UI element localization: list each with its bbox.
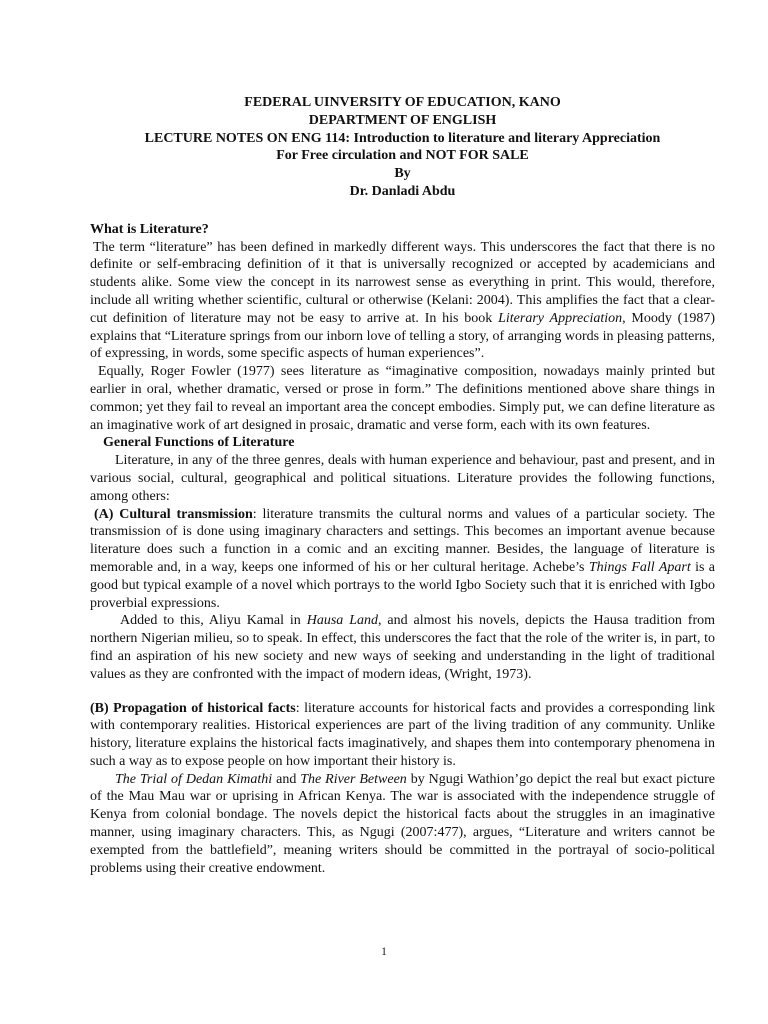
paragraph-historical-facts	[90, 700, 715, 771]
page-number: 1	[381, 944, 387, 958]
header-spacer	[90, 201, 715, 221]
paragraph-text: , Moody (1987) explains that “Literature springs from our inborn love of telling a story, of arranging words in pleasing patterns, of expressing, in words, some specific aspects of human experiences”.	[90, 310, 715, 362]
paragraph-functions-intro: Literature, in any of the three genres, deals with human experience and behaviour, past and present, and in various social, cultural, geographical and political situations. Literature provides the following functions, among others:	[90, 453, 715, 504]
header-course: LECTURE NOTES ON ENG 114: Introduction to literature and literary Appreciation	[144, 130, 661, 146]
item-label: (B) Propagation of historical facts	[90, 700, 296, 716]
paragraph-text: by Ngugi Wathion’go depict the real but exact picture of the Mau Mau war or uprising in African Kenya. The war is associated with the independence struggle of Kenya from colonial bondage. The novels depict the historical facts about the struggles in an imaginative manner, using imaginary characters. This, as Ngugi (2007:477), argues, “Literature and writers cannot be exempted from the battlefield”, meaning writers should be committed in the portrayal of socio-political problems using their creative endowment.	[90, 771, 716, 876]
header-author: Dr. Danladi Abdu	[349, 183, 456, 199]
paragraph-cultural-transmission	[90, 506, 715, 613]
heading-general-functions: General Functions of Literature	[103, 435, 295, 451]
header-circulation: For Free circulation and NOT FOR SALE	[276, 148, 529, 164]
paragraph-text: Added to this, Aliyu Kamal in	[120, 613, 307, 629]
book-title: Things Fall Apart	[588, 559, 691, 575]
header-university: FEDERAL UINVERSITY OF EDUCATION, KANO	[244, 95, 561, 110]
paragraph-definition	[90, 239, 715, 364]
paragraph-aliyu-kamal	[90, 612, 715, 683]
paragraph-fowler: Equally, Roger Fowler (1977) sees literature as “imaginative composition, nowadays mainly printed but earlier in oral, whether dramatic, versed or prose in form.” The definitions mentioned above share things in common; yet they fail to reveal an important area the concept embodies. Simply put, we can define literature as an imaginative work of art designed in prosaic, dramatic and verse form, each with its own features.	[90, 364, 715, 433]
paragraph-text: : literature transmits the cultural norms and values of a particular society. The transmission of is done using imaginary characters and settings. This becomes an important avenue because literature does such a function in a comic and an exciting manner. Besides, the language of literature is memorable and, in a way, keeps one informed of his or her cultural heritage. Achebe’s	[90, 506, 715, 575]
paragraph-text: is a good but typical example of a novel which portrays to the world Igbo Society such that it is enriched with Igbo proverbial expressions.	[90, 559, 716, 611]
heading-what-is-literature: What is Literature?	[90, 221, 209, 237]
header-department: DEPARTMENT OF ENGLISH	[308, 112, 497, 128]
item-label: (A) Cultural transmission	[94, 506, 253, 522]
book-title: The Trial of Dedan Kimathi	[115, 771, 273, 787]
paragraph-text: The term “literature” has been defined in markedly different ways. This underscores the fact that there is no definite or self-embracing definition of it that is universally recognized or accepted by academicians and students alike. Some view the concept in its narrowest sense as everything in print. This would, therefore, include all writing whether scientific, cultural or otherwise (Kelani: 2004). This amplifies the fact that a clear- cut definition of literature may not be easy to arrive at. In his book	[90, 239, 715, 326]
paragraph-ngugi	[90, 771, 715, 878]
paragraph-text: , and almost his novels, depicts the Hausa tradition from northern Nigerian milieu, so to speak. In effect, this underscores the fact that the role of the writer is, in part, to find an aspiration of his new society and new ways of seeking and understanding in the light of traditional values as they are confronted with the impact of modern ideas, (Wright, 1973).	[90, 613, 716, 682]
header-by: By	[394, 166, 411, 182]
book-title: Literary Appreciation	[498, 310, 623, 326]
book-title: The River Between	[300, 771, 407, 787]
paragraph-text: : literature accounts for historical facts and provides a corresponding link with contemporary realities. Historical experiences are part of the living tradition of any community. Unlike history, literature explains the historical facts imaginatively, and shapes them into contemporary phenomena in such a way as to expose people on how important their history is.	[90, 700, 715, 769]
book-title: Hausa Land	[306, 613, 378, 629]
paragraph-text: and	[272, 771, 301, 787]
document-page	[90, 94, 715, 877]
